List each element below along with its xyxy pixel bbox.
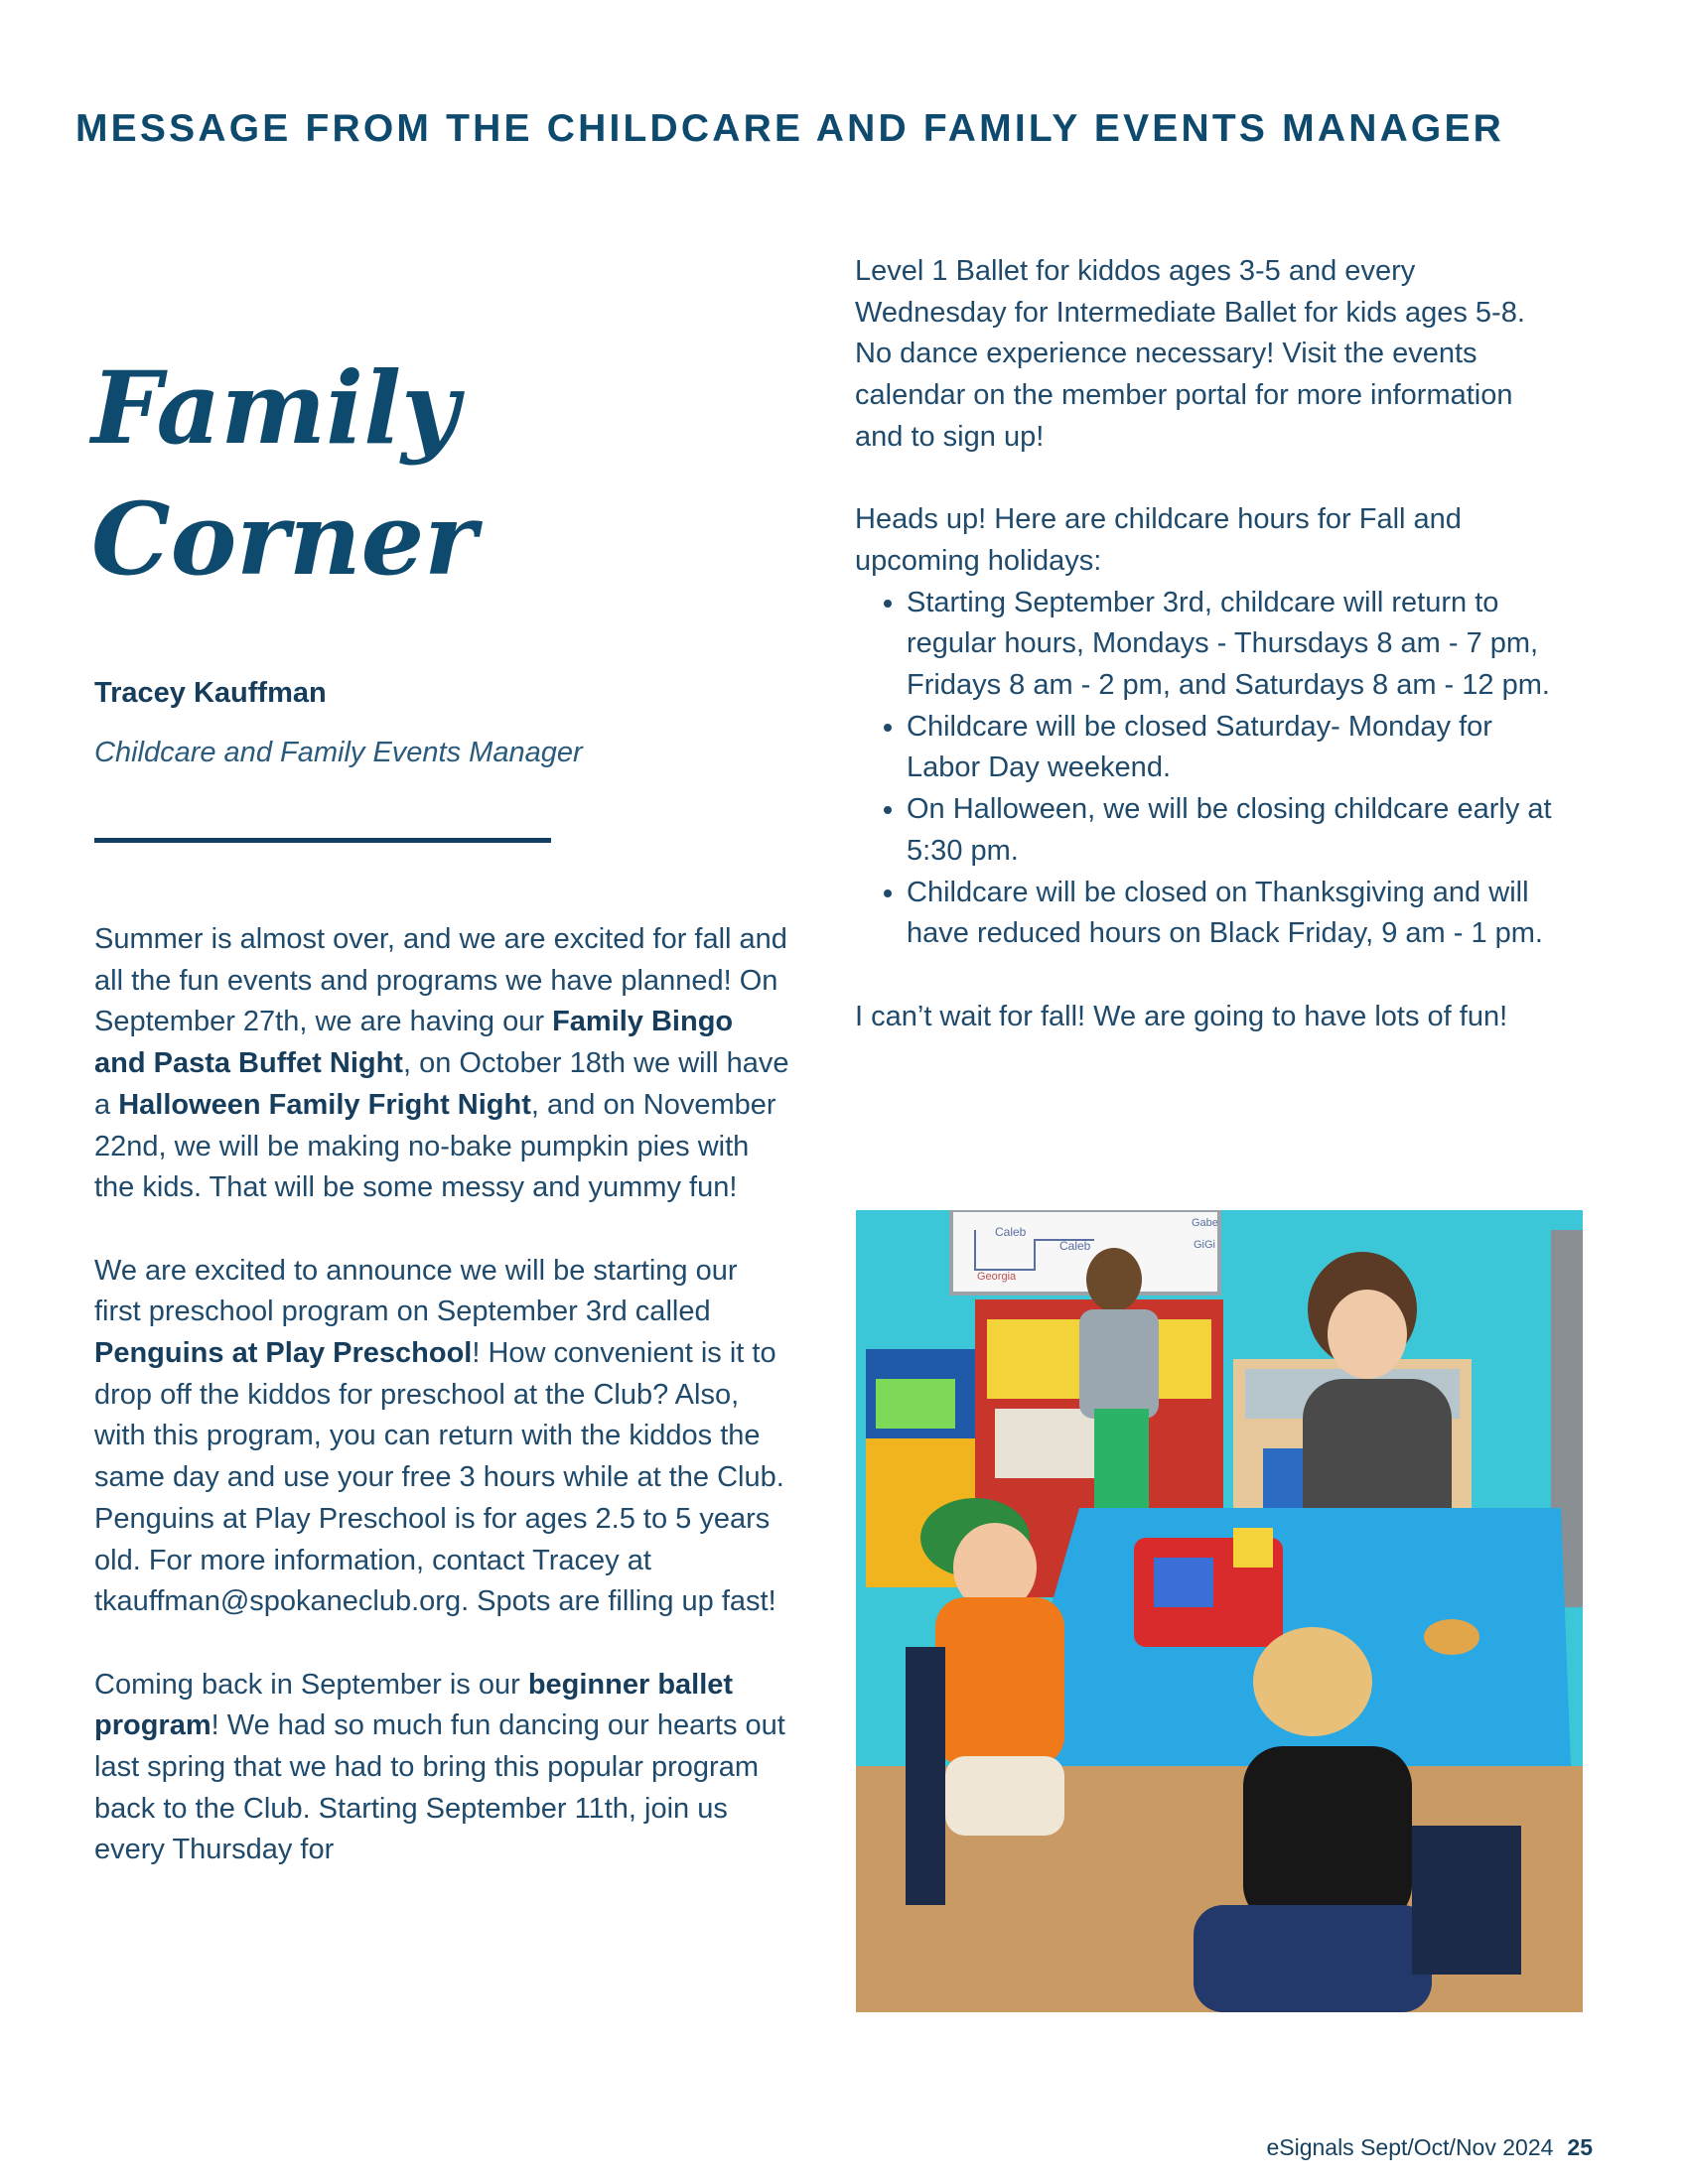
child-standing-shirt	[1079, 1309, 1159, 1419]
chair-left	[906, 1647, 945, 1905]
text-run: , on October 18th we will have a	[94, 1047, 789, 1121]
girl-skirt	[1194, 1905, 1432, 2012]
child-orange-shirt	[935, 1597, 1064, 1766]
girl-hair	[1253, 1627, 1372, 1736]
text-run: , and on November 22nd, we will be making no-bake pumpkin pies with the kids. That will be some messy and yummy fun!	[94, 1088, 776, 1204]
section-title-line-2: Corner	[91, 480, 477, 598]
publication-name: eSignals Sept/Oct/Nov 2024	[1266, 2134, 1554, 2160]
list-item: • Starting September 3rd, childcare will return to regular hours, Mondays - Thursdays 8 am - 7 pm, Fridays 8 am - 2 pm, and Saturdays 8 am - 12 pm.	[907, 583, 1560, 707]
divider-rule	[94, 838, 551, 843]
child-shorts	[945, 1756, 1064, 1836]
left-column	[94, 919, 789, 1913]
child-standing-head	[1086, 1248, 1142, 1311]
whiteboard-name: GiGi	[1194, 1239, 1215, 1251]
bold-ballet-program: beginner ballet program	[94, 1668, 734, 1742]
text-run: ! We had so much fun dancing our hearts out last spring that we had to bring this popular program back to the Club. Starting September 11th, join us every Thursday for	[94, 1709, 785, 1866]
whiteboard-name: Caleb	[995, 1225, 1027, 1239]
whiteboard-name: Georgia	[977, 1271, 1017, 1283]
childcare-hours-list	[855, 583, 1560, 955]
child-standing-pants	[1094, 1409, 1149, 1518]
paragraph-hours-intro: Heads up! Here are childcare hours for Fall and upcoming holidays:	[855, 503, 1462, 577]
whiteboard-name: Gabe	[1192, 1217, 1218, 1229]
list-item: • On Halloween, we will be closing childcare early at 5:30 pm.	[907, 789, 1560, 872]
paragraph-ballet	[94, 1665, 789, 1872]
section-title-line-1: Family	[91, 349, 460, 467]
author-role: Childcare and Family Events Manager	[94, 737, 583, 768]
green-basket	[876, 1379, 955, 1429]
childcare-photo	[856, 1210, 1583, 2012]
page-number: 25	[1567, 2134, 1593, 2160]
text-run: Summer is almost over, and we are excited for fall and all the fun events and programs we have planned! On September 27th, we are having our	[94, 923, 787, 1038]
toy-bowl	[1424, 1619, 1479, 1655]
text-run: ! How convenient is it to drop off the kiddos for preschool at the Club? Also, with this program, you can return with the kiddos the same day and use your free 3 hours while at the Club. Penguins at Play Preschool is for ages 2.5 to 5 years old. For more information, contact Tracey at tkauffman@spokaneclub.org. Spots are filling up fast!	[94, 1337, 784, 1618]
childcare-photo-illustration	[856, 1210, 1583, 2012]
section-title	[91, 342, 647, 605]
paragraph-preschool	[94, 1251, 789, 1623]
text-run: We are excited to announce we will be starting our first preschool program on September 3rd called	[94, 1254, 738, 1328]
right-column	[855, 251, 1560, 1079]
whiteboard-name: Caleb	[1059, 1239, 1091, 1253]
chair-right	[1412, 1826, 1521, 1975]
bold-preschool-name: Penguins at Play Preschool	[94, 1337, 473, 1370]
list-item: • Childcare will be closed on Thanksgiving and will have reduced hours on Black Friday, 9 am - 1 pm.	[907, 873, 1560, 955]
register-keypad	[1154, 1558, 1213, 1607]
paragraph-closing: I can’t wait for fall! We are going to have lots of fun!	[855, 1000, 1508, 1032]
bold-event-bingo: Family Bingo and Pasta Buffet Night	[94, 1006, 734, 1080]
page-footer	[1266, 2134, 1593, 2161]
register-display	[1233, 1528, 1273, 1568]
bold-event-halloween: Halloween Family Fright Night	[118, 1088, 531, 1121]
list-item: • Childcare will be closed Saturday- Monday for Labor Day weekend.	[907, 707, 1560, 789]
paragraph-events	[94, 919, 789, 1209]
page-header-title: MESSAGE FROM THE CHILDCARE AND FAMILY EVENTS MANAGER	[75, 107, 1505, 150]
text-run: Coming back in September is our	[94, 1668, 528, 1701]
teacher-face	[1328, 1290, 1407, 1379]
paragraph-ballet-continued: Level 1 Ballet for kiddos ages 3-5 and every Wednesday for Intermediate Ballet for kids ages 5-8. No dance experience necessary! Visit the events calendar on the member portal for more information and to sign up!	[855, 255, 1525, 453]
author-name: Tracey Kauffman	[94, 677, 327, 709]
girl-dress	[1243, 1746, 1412, 1925]
